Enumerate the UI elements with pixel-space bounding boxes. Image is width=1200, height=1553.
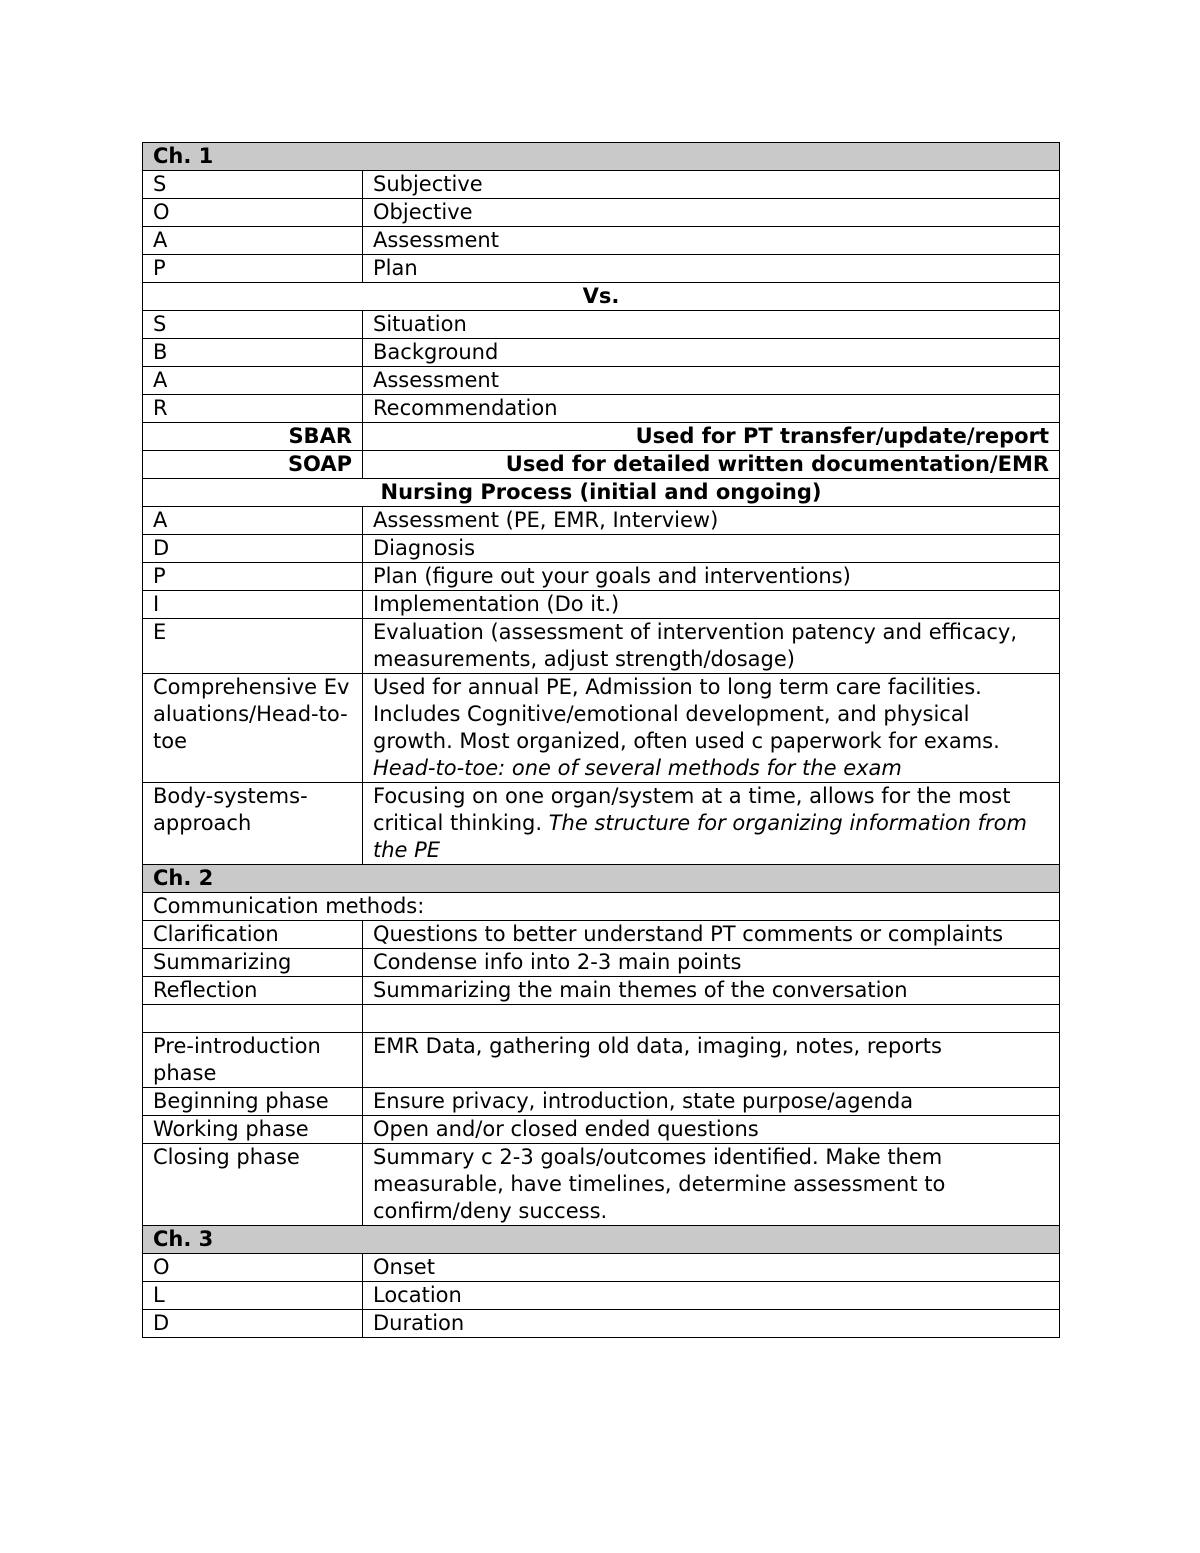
definition-cell: Implementation (Do it.) [363, 591, 1060, 619]
term-cell: Pre-introduction phase [143, 1033, 363, 1088]
nursing-process-heading: Nursing Process (initial and ongoing) [143, 479, 1060, 507]
term-cell: Working phase [143, 1116, 363, 1144]
term-cell: A [143, 227, 363, 255]
table-row [143, 479, 1060, 507]
term-cell: A [143, 507, 363, 535]
term-cell: Beginning phase [143, 1088, 363, 1116]
definition-cell [363, 783, 1060, 865]
table-row [143, 1282, 1060, 1310]
table-row [143, 921, 1060, 949]
notes-table [142, 142, 1060, 1338]
term-cell: Closing phase [143, 1144, 363, 1226]
empty-cell [363, 1005, 1060, 1033]
definition-cell: Assessment (PE, EMR, Interview) [363, 507, 1060, 535]
term-cell: D [143, 535, 363, 563]
chapter-header-row [143, 1226, 1060, 1254]
chapter-header-row [143, 143, 1060, 171]
empty-cell [143, 1005, 363, 1033]
table-row [143, 395, 1060, 423]
definition-cell: EMR Data, gathering old data, imaging, notes, reports [363, 1033, 1060, 1088]
table-row [143, 311, 1060, 339]
table-row [143, 367, 1060, 395]
definition-cell: Location [363, 1282, 1060, 1310]
table-row [143, 563, 1060, 591]
table-row [143, 283, 1060, 311]
definition-cell: Summarizing the main themes of the conversation [363, 977, 1060, 1005]
definition-cell: Duration [363, 1310, 1060, 1338]
term-cell: D [143, 1310, 363, 1338]
definition-italic-note: The structure for organizing information from the PE [373, 811, 1027, 862]
versus-heading: Vs. [143, 283, 1060, 311]
table-row [143, 535, 1060, 563]
definition-cell: Evaluation (assessment of intervention patency and efficacy, measurements, adjust strength/dosage) [363, 619, 1060, 674]
term-cell: Clarification [143, 921, 363, 949]
definition-cell: Situation [363, 311, 1060, 339]
table-row [143, 339, 1060, 367]
definition-cell: Objective [363, 199, 1060, 227]
definition-cell: Assessment [363, 227, 1060, 255]
table-row [143, 619, 1060, 674]
term-cell: Reflection [143, 977, 363, 1005]
definition-cell: Onset [363, 1254, 1060, 1282]
term-cell: O [143, 199, 363, 227]
definition-cell: Background [363, 339, 1060, 367]
chapter-header-row [143, 865, 1060, 893]
table-row [143, 507, 1060, 535]
table-row [143, 977, 1060, 1005]
definition-text: Focusing on one organ/system at a time, allows for the most critical thinking. [373, 784, 1011, 835]
blank-row [143, 1005, 1060, 1033]
definition-cell: Diagnosis [363, 535, 1060, 563]
term-cell: L [143, 1282, 363, 1310]
definition-italic-note: Head-to-toe: one of several methods for the exam [373, 756, 902, 780]
definition-cell: Subjective [363, 171, 1060, 199]
term-cell: E [143, 619, 363, 674]
term-cell: I [143, 591, 363, 619]
definition-cell: Questions to better understand PT comments or complaints [363, 921, 1060, 949]
chapter-title: Ch. 2 [143, 865, 1060, 893]
table-row [143, 674, 1060, 783]
table-row [143, 591, 1060, 619]
table-row [143, 451, 1060, 479]
term-cell: S [143, 171, 363, 199]
term-cell: Body-systems-approach [143, 783, 363, 865]
definition-cell: Used for PT transfer/update/report [363, 423, 1060, 451]
table-row [143, 171, 1060, 199]
table-row [143, 255, 1060, 283]
table-row [143, 423, 1060, 451]
definition-cell: Used for detailed written documentation/EMR [363, 451, 1060, 479]
table-row [143, 1310, 1060, 1338]
term-cell: Comprehensive Evaluations/Head-to-toe [143, 674, 363, 783]
definition-cell: Condense info into 2-3 main points [363, 949, 1060, 977]
table-row [143, 199, 1060, 227]
table-row [143, 1254, 1060, 1282]
definition-text: Used for annual PE, Admission to long term care facilities. Includes Cognitive/emotional development, and physical growth. Most organized, often used c paperwork for exams. [373, 675, 1000, 753]
term-cell: S [143, 311, 363, 339]
term-cell: Summarizing [143, 949, 363, 977]
definition-cell: Open and/or closed ended questions [363, 1116, 1060, 1144]
term-cell: SBAR [143, 423, 363, 451]
term-cell: A [143, 367, 363, 395]
definition-cell [363, 674, 1060, 783]
section-heading: Communication methods: [143, 893, 1060, 921]
chapter-title: Ch. 1 [143, 143, 1060, 171]
term-cell: P [143, 255, 363, 283]
term-cell: O [143, 1254, 363, 1282]
definition-cell: Assessment [363, 367, 1060, 395]
definition-cell: Summary c 2-3 goals/outcomes identified. Make them measurable, have timelines, determine assessment to confirm/deny success. [363, 1144, 1060, 1226]
table-row [143, 1116, 1060, 1144]
definition-cell: Plan [363, 255, 1060, 283]
table-row [143, 1033, 1060, 1088]
definition-cell: Recommendation [363, 395, 1060, 423]
table-row [143, 227, 1060, 255]
term-cell: B [143, 339, 363, 367]
table-row [143, 1144, 1060, 1226]
table-row [143, 783, 1060, 865]
term-cell: R [143, 395, 363, 423]
table-row [143, 1088, 1060, 1116]
definition-cell: Ensure privacy, introduction, state purpose/agenda [363, 1088, 1060, 1116]
chapter-title: Ch. 3 [143, 1226, 1060, 1254]
term-cell: P [143, 563, 363, 591]
table-row [143, 949, 1060, 977]
term-cell: SOAP [143, 451, 363, 479]
definition-cell: Plan (figure out your goals and interventions) [363, 563, 1060, 591]
table-row [143, 893, 1060, 921]
